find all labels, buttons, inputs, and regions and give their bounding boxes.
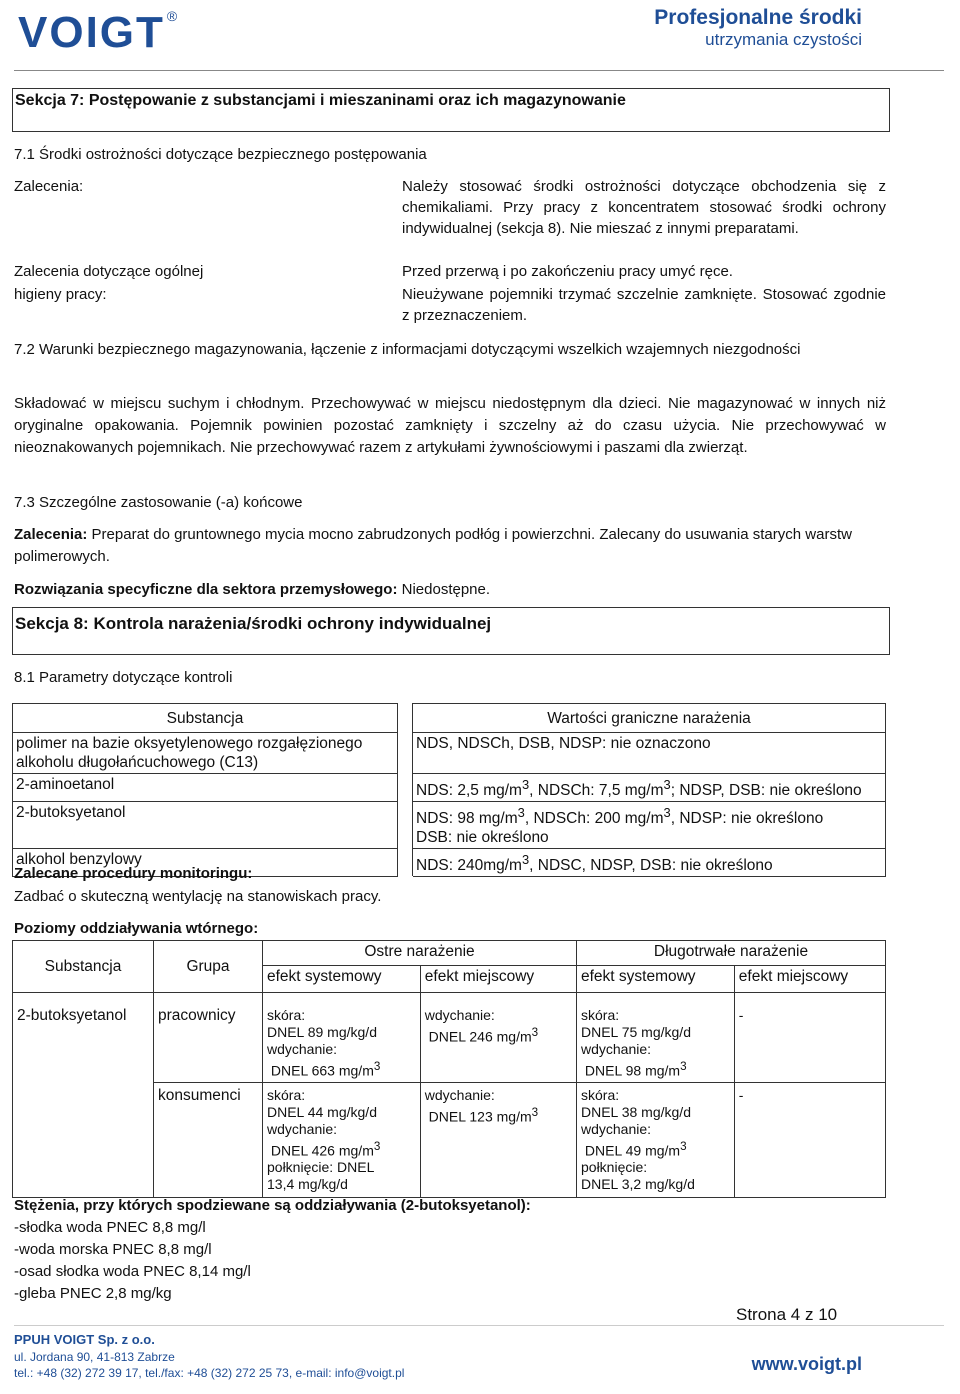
footer-company: PPUH VOIGT Sp. z o.o. bbox=[14, 1332, 155, 1347]
dnel-group-cell: pracownicy bbox=[154, 993, 263, 1083]
dnel-value-cell: wdychanie: DNEL 246 $mg/m^3$ bbox=[420, 993, 576, 1083]
dnel-header-local: efekt miejscowy bbox=[420, 966, 576, 993]
substance-cell: polimer na bazie oksyetylenowego rozgałęzionego alkoholu długołańcuchowego (C13) bbox=[13, 733, 398, 774]
dnel-group-cell: konsumenci bbox=[154, 1082, 263, 1198]
pnec-item: -gleba PNEC 2,8 mg/kg bbox=[14, 1285, 172, 1302]
monitoring-text: Zadbać o skuteczną wentylację na stanowiskach pracy. bbox=[14, 888, 382, 905]
table-header-row bbox=[13, 941, 886, 966]
substance-cell: 2-aminoetanol bbox=[13, 774, 398, 802]
limit-cell: NDS: 98 $mg/m^3$, NDSCh: 200 $mg/m^3$, NDSP: nie określono DSB: nie określono bbox=[413, 802, 886, 849]
pnec-title: Stężenia, przy których spodziewane są oddziaływania (2-butoksyetanol): bbox=[14, 1197, 531, 1214]
dnel-title: Poziomy oddziaływania wtórnego: bbox=[14, 920, 259, 937]
dnel-header-systemic: efekt systemowy bbox=[577, 966, 735, 993]
section-8-1-title: 8.1 Parametry dotyczące kontroli bbox=[14, 669, 233, 686]
section-7-1-title: 7.1 Środki ostrożności dotyczące bezpiecznego postępowania bbox=[14, 146, 427, 163]
pnec-item: -słodka woda PNEC 8,8 mg/l bbox=[14, 1219, 206, 1236]
dnel-value-cell: skóra: DNEL 38 mg/kg/d wdychanie: DNEL 49 $mg/m^3$ połknięcie: DNEL 3,2 mg/kg/d bbox=[577, 1082, 735, 1198]
section-7-3-solutions: Rozwiązania specyficzne dla sektora przemysłowego: Niedostępne. bbox=[14, 581, 491, 598]
section-7-3-recommendations: Zalecenia: Preparat do gruntownego mycia mocno zabrudzonych podłóg i powierzchni. Zalecany do usuwania starych warstw polimerowych. bbox=[14, 526, 852, 565]
pnec-item: -osad słodka woda PNEC 8,14 mg/l bbox=[14, 1263, 251, 1280]
exposure-limits-table bbox=[12, 703, 886, 877]
dnel-header-short-term: Ostre narażenie bbox=[263, 941, 577, 966]
footer-divider bbox=[14, 1325, 944, 1326]
hygiene-label-2: higieny pracy: bbox=[14, 286, 107, 303]
header-divider bbox=[14, 70, 944, 71]
pnec-item: -woda morska PNEC 8,8 mg/l bbox=[14, 1241, 212, 1258]
dnel-header-systemic: efekt systemowy bbox=[263, 966, 421, 993]
page-number: Strona 4 z 10 bbox=[736, 1305, 838, 1324]
monitoring-title: Zalecane procedury monitoringu: bbox=[14, 865, 253, 882]
limit-cell: NDS: $240mg/m^3$, NDSC, NDSP, DSB: nie określono bbox=[413, 849, 886, 877]
table-header-row bbox=[13, 704, 886, 733]
table-header-substance: Substancja bbox=[13, 704, 398, 733]
table-header-limits: Wartości graniczne narażenia bbox=[413, 704, 886, 733]
table-row bbox=[13, 993, 886, 1083]
footer-contact: tel.: +48 (32) 272 39 17, tel./fax: +48 (32) 272 25 73, e-mail: info@voigt.pl bbox=[14, 1366, 405, 1380]
recommendations-text: Należy stosować środki ostrożności dotyczące obchodzenia się z chemikaliami. Przy pracy z koncentratem stosować środki ochrony indywidualnej (sekcja 8). Nie mieszać z innymi preparatami. bbox=[402, 178, 886, 237]
hygiene-label-1: Zalecenia dotyczące ogólnej bbox=[14, 263, 204, 280]
dnel-header-local: efekt miejscowy bbox=[734, 966, 885, 993]
section-8-heading: Sekcja 8: Kontrola narażenia/środki ochrony indywidualnej bbox=[12, 607, 890, 655]
header-tagline-2: utrzymania czystości bbox=[705, 30, 862, 49]
dnel-header-group: Grupa bbox=[154, 941, 263, 993]
substance-cell: alkohol benzylowy bbox=[13, 849, 398, 877]
section-7-3-title: 7.3 Szczególne zastosowanie (-a) końcowe bbox=[14, 494, 303, 511]
hygiene-text-2: Nieużywane pojemniki trzymać szczelnie zamknięte. Stosować zgodnie z przeznaczeniem. bbox=[402, 286, 886, 324]
dnel-value-cell: wdychanie: DNEL 123 $mg/m^3$ bbox=[420, 1082, 576, 1198]
dnel-table bbox=[12, 940, 886, 1198]
dnel-substance-cell: 2-butoksyetanol bbox=[13, 993, 154, 1198]
table-row bbox=[13, 802, 886, 849]
dnel-value-cell: - bbox=[734, 1082, 885, 1198]
dnel-value-cell: skóra: DNEL 89 mg/kg/d wdychanie: DNEL 663 $mg/m^3$ bbox=[263, 993, 421, 1083]
limit-cell: NDS: 2,5 $mg/m^3$, NDSCh: 7,5 $mg/m^3$; NDSP, DSB: nie określono bbox=[413, 774, 886, 802]
footer-website-link[interactable]: www.voigt.pl bbox=[751, 1354, 862, 1374]
company-logo: VOIGT ® bbox=[18, 8, 180, 57]
substance-cell: 2-butoksyetanol bbox=[13, 802, 398, 849]
recommendations-label: Zalecenia: bbox=[14, 178, 84, 195]
section-7-2-title: 7.2 Warunki bezpiecznego magazynowania, łączenie z informacjami dotyczącymi wszelkich wzajemnych niezgodności bbox=[14, 341, 801, 358]
section-7-heading: Sekcja 7: Postępowanie z substancjami i mieszaninami oraz ich magazynowanie bbox=[12, 88, 890, 132]
dnel-value-cell: skóra: DNEL 44 mg/kg/d wdychanie: DNEL 426 $mg/m^3$ połknięcie: DNEL 13,4 mg/kg/d bbox=[263, 1082, 421, 1198]
header-tagline-1: Profesjonalne środki bbox=[654, 6, 862, 29]
dnel-header-long-term: Długotrwałe narażenie bbox=[577, 941, 886, 966]
dnel-value-cell: skóra: DNEL 75 mg/kg/d wdychanie: DNEL 98 $mg/m^3$ bbox=[577, 993, 735, 1083]
dnel-value-cell: - bbox=[734, 993, 885, 1083]
section-7-2-text: Składować w miejscu suchym i chłodnym. Przechowywać w miejscu niedostępnym dla dzieci. Nie magazynować w innych niż oryginalne opakowania. Pojemnik powinien pozostać zamknięty i szczelny aż do czasu użycia. Nie przechowywać w nieoznakowanych pojemnikach. Nie przechowywać razem z artykułami żywnościowymi i paszami dla zwierząt. bbox=[14, 395, 886, 456]
footer-address: ul. Jordana 90, 41-813 Zabrze bbox=[14, 1350, 175, 1364]
table-row bbox=[13, 774, 886, 802]
limit-cell: NDS, NDSCh, DSB, NDSP: nie oznaczono bbox=[413, 733, 886, 774]
dnel-header-substance: Substancja bbox=[13, 941, 154, 993]
hygiene-text-1: Przed przerwą i po zakończeniu pracy umyć ręce. bbox=[402, 263, 733, 280]
table-row bbox=[13, 733, 886, 774]
